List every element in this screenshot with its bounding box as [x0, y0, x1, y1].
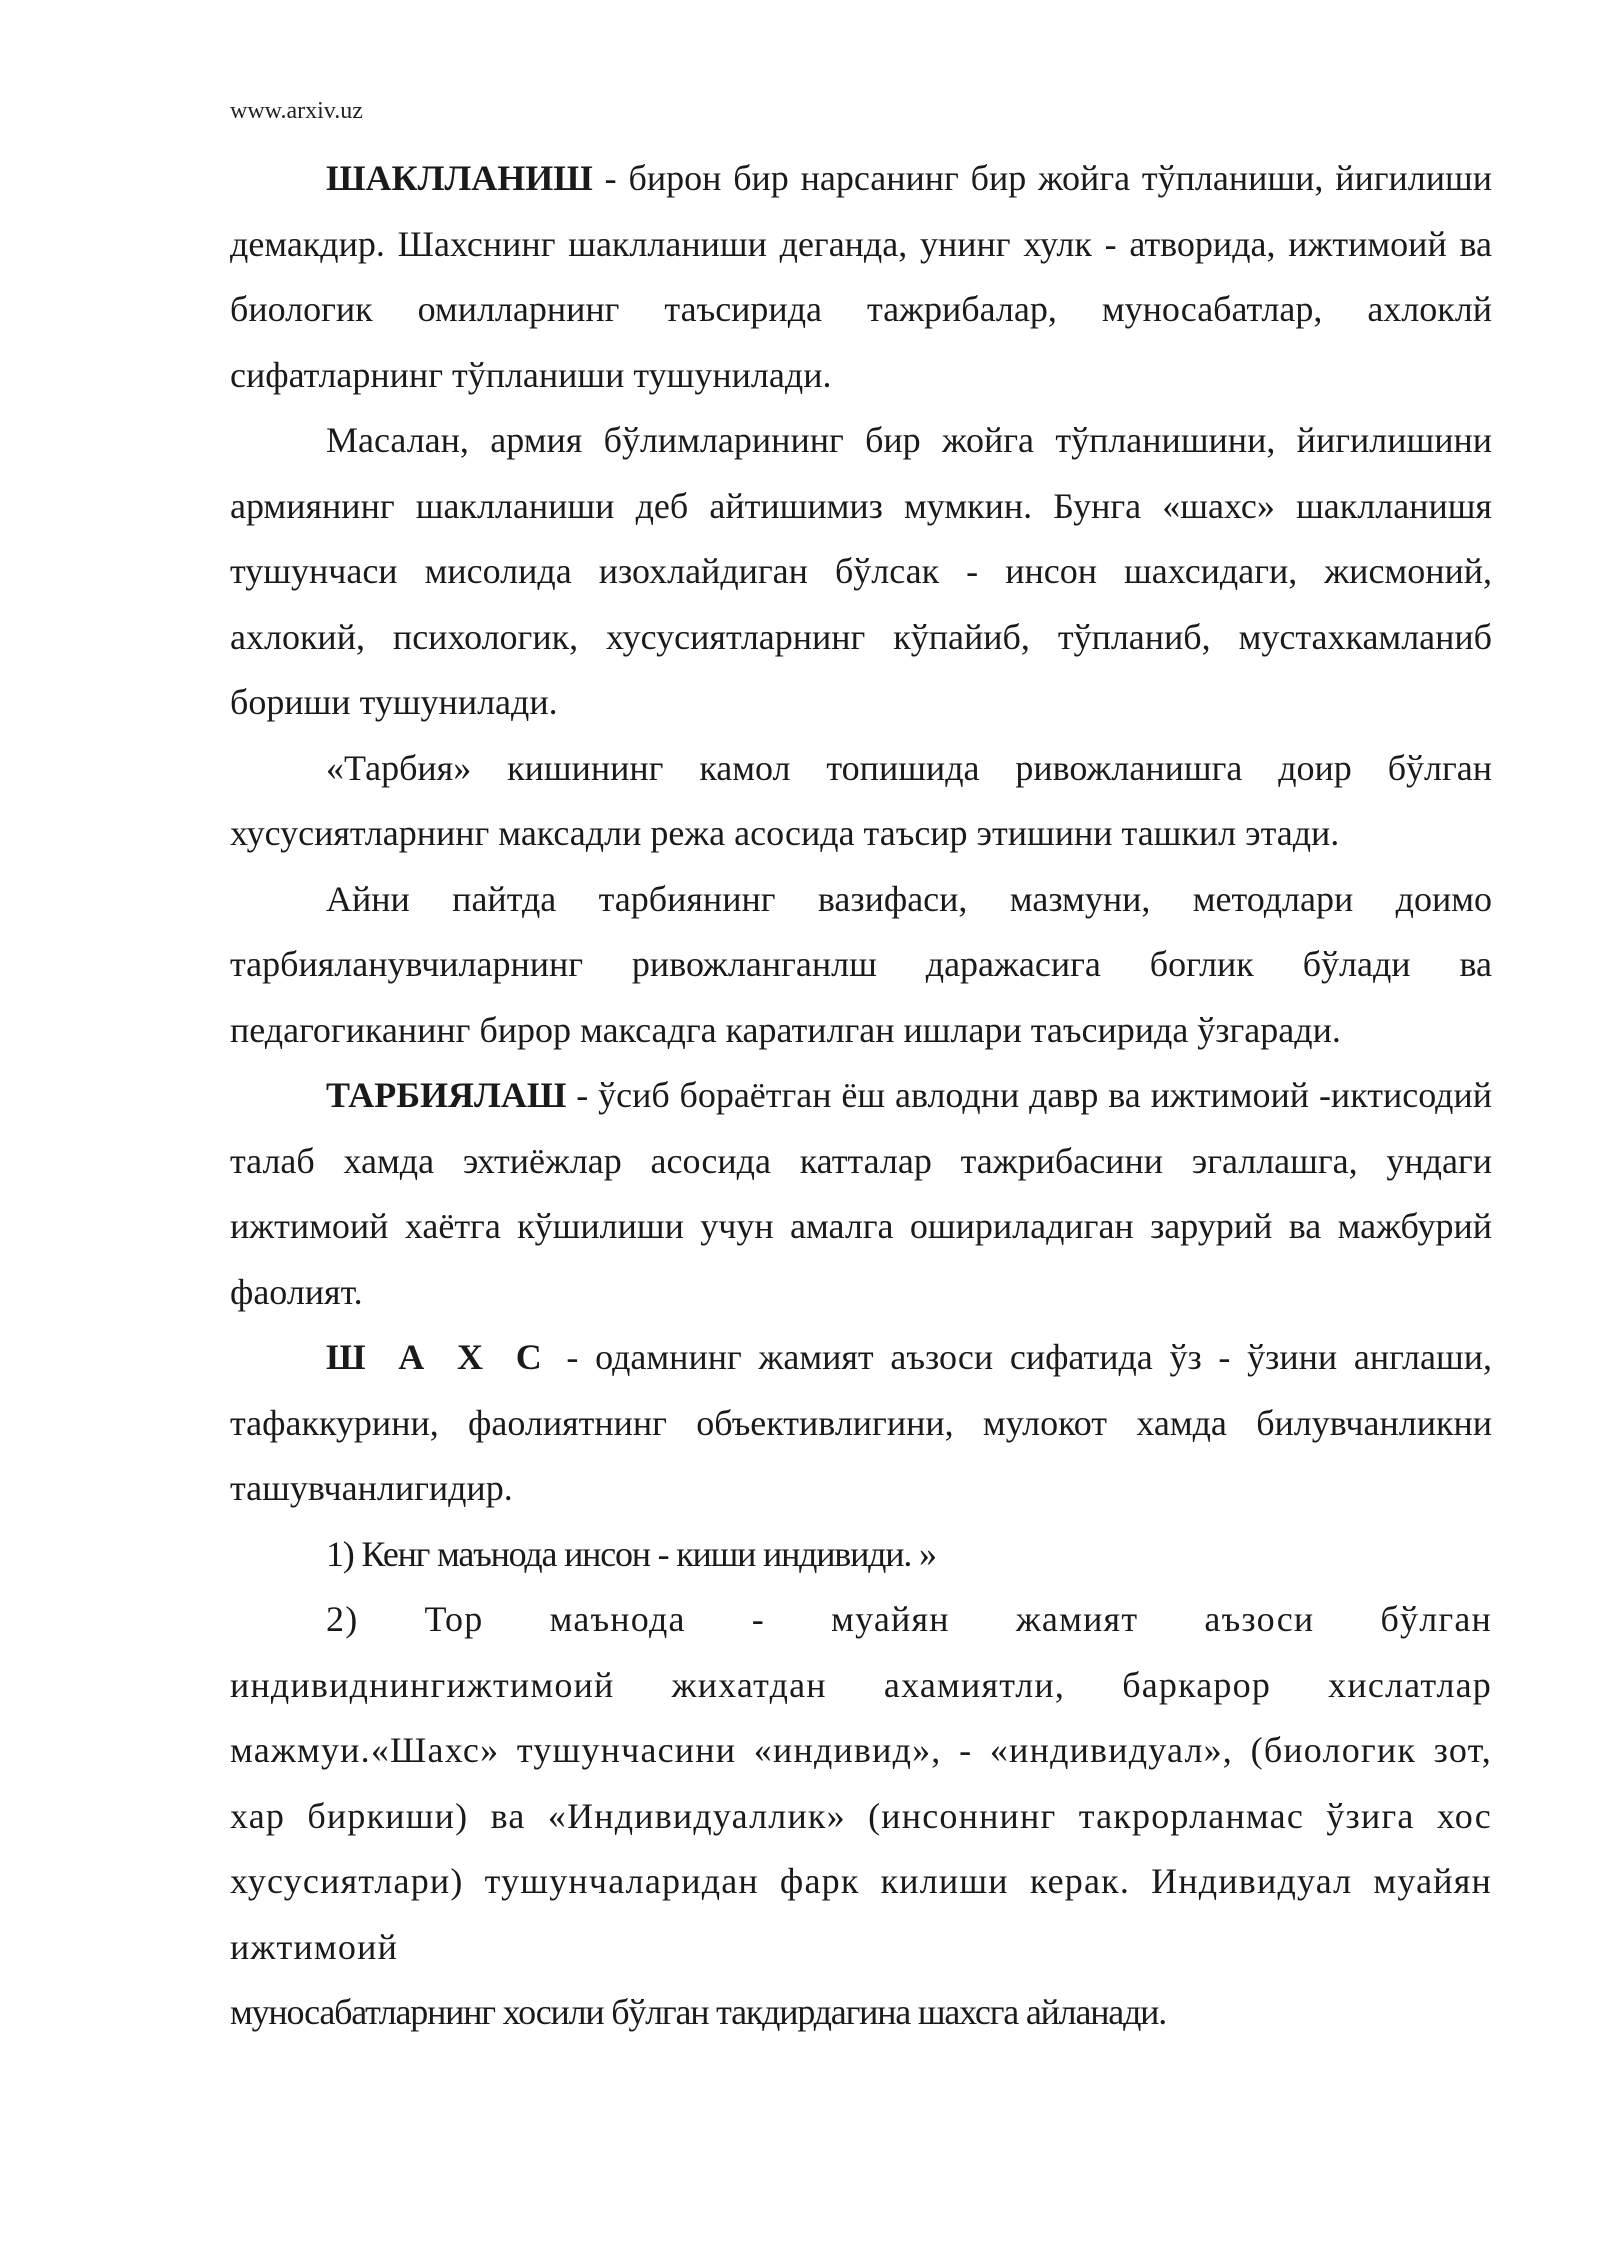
paragraph-final-line: муносабатларнинг хосили бўлган такдирдагина шахсга айланади. — [230, 1992, 1167, 2032]
paragraph-text: - одамнинг жамият аъзоси сифатида ўз - ўзини англаши, тафаккурини, фаолиятнинг объективлигини, мулокот хамда билувчанликни ташувчанлигидир. — [230, 1337, 1492, 1508]
header-url: www.arxiv.uz — [230, 98, 363, 124]
paragraph-shakhs — [230, 1325, 1492, 1522]
paragraph-masalan: Масалан, армия бўлимларининг бир жойга тўпланишини, йигилишини армиянинг шаклланиши деб айтишимиз мумкин. Бунга «шахс» шаклланишя тушунчаси мисолида изохлайдиган бўлсак - инсон шахсидаги, жисмоний, ахлокий, психологик, хусусиятларнинг кўпайиб, тўпланиб, мустахкамланиб бориши тушунилади. — [230, 420, 1492, 722]
term-shakllanish: ШАКЛЛАНИШ — [326, 158, 593, 198]
term-tarbiyalash: ТАРБИЯЛАШ — [326, 1075, 567, 1115]
paragraph-tarbiya: «Тарбия» кишининг камол топишида ривожланишга доир бўлган хусусиятларнинг максадли режа асосида таъсир этишини ташкил этади. — [230, 747, 1492, 853]
paragraph-ayni-paytda: Айни пайтда тарбиянинг вазифаси, мазмуни, методлари доимо тарбияланувчиларнинг ривожланганлш даражасига боглик бўлади ва педагогиканинг бирор максадга каратилган ишлари таъсирида ўзгаради. — [230, 878, 1492, 1050]
term-shakhs: Ш А Х С — [326, 1337, 550, 1377]
paragraph-shakllanish — [230, 146, 1492, 408]
list-item-2: 2) Тор маънода - муайян жамият аъзоси бўлган индивиднингижтимоий жихатдан ахамиятли, баркарор хислатлар мажмуи.«Шахс» тушунчасини «индивид», - «индивидуал», (биологик зот, хар биркиши) ва «Индивидуаллик» (инсоннинг такрорланмас ўзига хос хусусиятлари) тушунчаларидан фарк килиши керак. Индивидуал муайян ижтимоий — [230, 1599, 1492, 1967]
paragraph-text: - бирон бир нарсанинг бир жойга тўпланиши, йигилиши демакдир. Шахснинг шаклланиши деганда, унинг хулк - атворида, ижтимоий ва биологик омилларнинг таъсирида тажрибалар, муносабатлар, ахлоклй сифатларнинг тўпланиши тушунилади. — [230, 158, 1492, 395]
list-item-1: 1) Кенг маънода инсон - киши индивиди. » — [326, 1533, 936, 1574]
document-body — [230, 146, 1492, 2046]
paragraph-text: - ўсиб бораётган ёш авлодни давр ва ижтимоий -иктисодий талаб хамда эхтиёжлар асосида катталар тажрибасини эгаллашга, ундаги ижтимоий хаётга кўшилиши учун амалга ошириладиган зарурий ва мажбурий фаолият. — [230, 1075, 1492, 1312]
paragraph-tarbiyalash — [230, 1063, 1492, 1325]
